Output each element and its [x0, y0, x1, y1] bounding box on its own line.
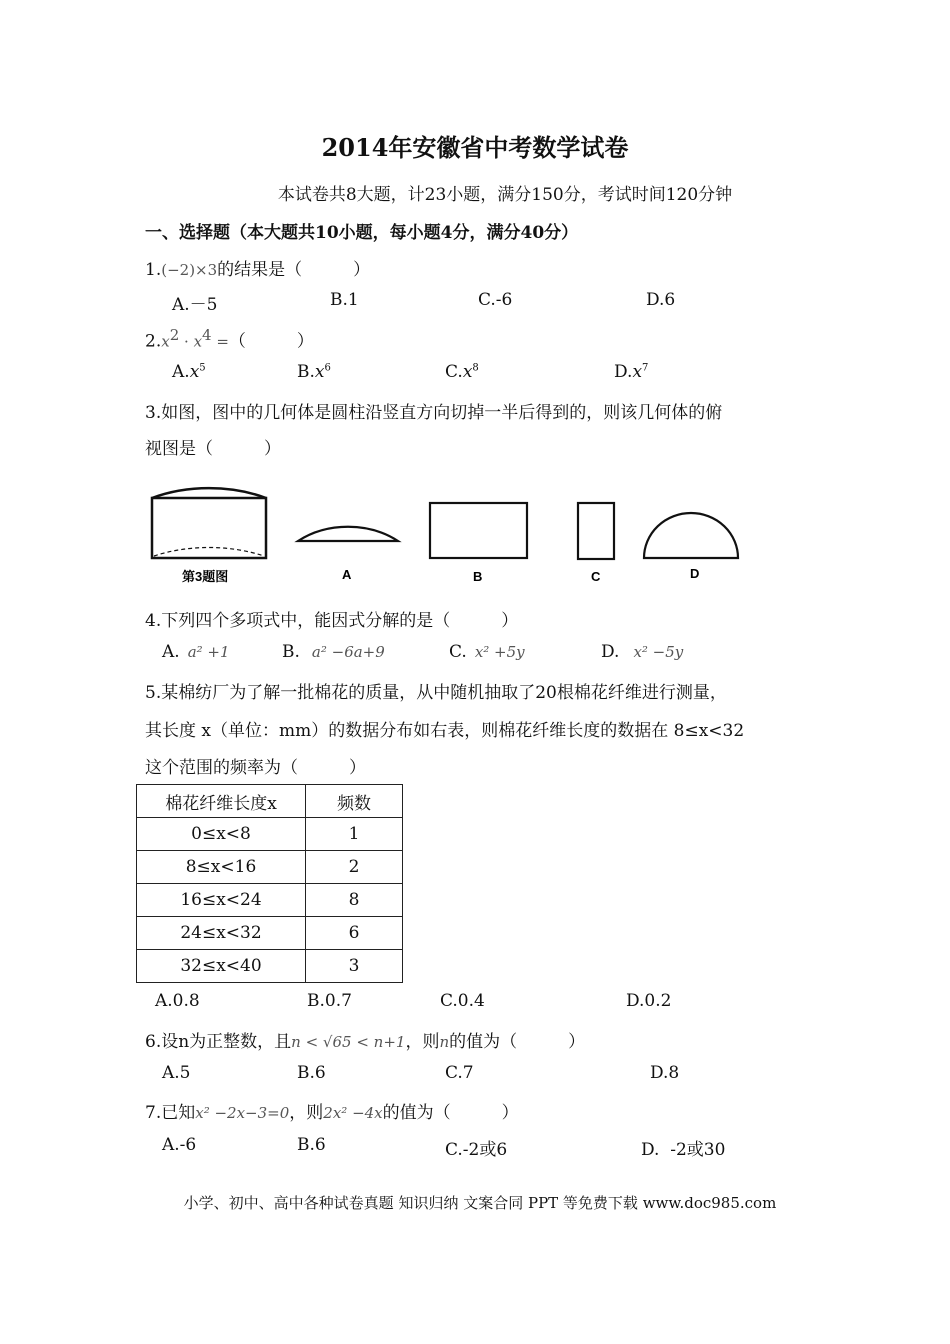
q1-option-d: D.6 [646, 290, 676, 310]
q5-option-b: B.0.7 [307, 991, 352, 1011]
q6-variable: n [439, 1033, 450, 1051]
q7-expression: 2x² −4x [323, 1104, 383, 1122]
table-row [137, 950, 403, 983]
question-1 [145, 255, 370, 280]
q2-number: 2. [145, 331, 162, 352]
question-7 [145, 1098, 519, 1123]
q6-expression: n < √65 < n+1 [291, 1033, 406, 1051]
table-row [137, 917, 403, 950]
q6-option-d: D.8 [650, 1063, 680, 1083]
q4-option-b: B. a² −6a+9 [282, 642, 385, 662]
q4-option-c: C. x² +5y [449, 642, 525, 662]
option-d-label: D [690, 566, 700, 581]
q5-option-c: C.0.4 [440, 991, 485, 1011]
q7-stem-mid: ，则 [289, 1103, 324, 1123]
table-cell: 8≤x<16 [137, 851, 306, 884]
q1-stem: 的结果是（ ） [217, 260, 371, 280]
frequency-table [136, 784, 403, 983]
table-row [137, 818, 403, 851]
q3-stem-line2: 视图是（ ） [145, 439, 281, 459]
option-c-label: C [591, 569, 601, 584]
table-cell: 0≤x<8 [137, 818, 306, 851]
question-6 [145, 1027, 585, 1052]
q7-option-c: C.-2或6 [445, 1140, 508, 1160]
option-d-shape [644, 513, 738, 558]
option-b-shape [430, 503, 527, 558]
q2-base1: x [161, 332, 170, 351]
option-a-shape [298, 527, 398, 541]
table-cell: 1 [306, 818, 403, 851]
q1-option-a: A.－5 [172, 295, 218, 315]
footer-link-text[interactable]: 小学、初中、高中各种试卷真题 知识归纳 文案合同 PPT 等免费下载 www.doc985.com [183, 1194, 777, 1212]
q2-option-b: $B.x^6$ [297, 362, 331, 382]
table-row [137, 884, 403, 917]
table-header: 频数 [306, 785, 403, 818]
q7-option-d: D. -2或30 [641, 1140, 726, 1160]
option-c-shape [578, 503, 614, 559]
q7-equation: x² −2x−3=0 [195, 1104, 290, 1122]
option-b-label: B [473, 569, 483, 584]
q5-option-d: D.0.2 [626, 991, 672, 1011]
question-2 [145, 326, 314, 352]
q2-option-d: $D.x^7$ [614, 362, 649, 382]
table-cell: 32≤x<40 [137, 950, 306, 983]
q2-option-a: $A.x^5$ [172, 362, 206, 382]
q2-option-c: $C.x^8$ [445, 362, 479, 382]
page-title: 2014年安徽省中考数学试卷 [321, 133, 629, 162]
q7-stem-start: 7.已知 [145, 1103, 196, 1123]
table-cell: 24≤x<32 [137, 917, 306, 950]
q6-option-a: A.5 [162, 1063, 191, 1083]
q2-equals: = [211, 332, 229, 351]
q7-option-b: B.6 [297, 1135, 326, 1155]
table-cell: 2 [306, 851, 403, 884]
q6-option-c: C.7 [445, 1063, 474, 1083]
q3-solid-figure [152, 488, 266, 558]
q5-option-a: A.0.8 [155, 991, 200, 1011]
table-cell: 8 [306, 884, 403, 917]
q5-stem-line3: 这个范围的频率为（ ） [145, 758, 366, 778]
q2-dot: · [179, 332, 194, 351]
q7-stem-end: 的值为（ ） [382, 1103, 519, 1123]
q1-option-b: B.1 [330, 290, 359, 310]
q1-option-c: C.-6 [478, 290, 513, 310]
option-a-label: A [342, 567, 352, 582]
table-header: 棉花纤维长度x [137, 785, 306, 818]
q6-stem-start: 6.设n为正整数，且 [145, 1032, 292, 1052]
table-header-row [137, 785, 403, 818]
q3-figure [140, 465, 760, 590]
table-cell: 6 [306, 917, 403, 950]
q2-exp2: 4 [202, 326, 212, 344]
section-heading: 一、选择题（本大题共10小题，每小题4分，满分40分） [145, 223, 579, 243]
q1-expression: (−2)×3 [161, 261, 218, 279]
q7-option-a: A.-6 [162, 1135, 197, 1155]
q4-stem: 4.下列四个多项式中，能因式分解的是（ ） [145, 611, 519, 631]
q4-option-a: A. a² +1 [162, 642, 230, 662]
table-cell: 3 [306, 950, 403, 983]
q5-stem-line2: 其长度 x（单位：mm）的数据分布如右表，则棉花纤维长度的数据在 8≤x<32 [145, 721, 745, 741]
q2-base2: x [193, 332, 203, 351]
q4-option-d: D. x² −5y [601, 642, 684, 662]
q3-figure-caption: 第3题图 [182, 569, 229, 584]
table-row [137, 851, 403, 884]
q5-stem-line1: 5.某棉纺厂为了解一批棉花的质量，从中随机抽取了20根棉花纤维进行测量， [145, 683, 727, 703]
q6-stem-mid: ，则 [405, 1032, 440, 1052]
q2-stem: （ ） [228, 331, 314, 352]
q3-stem-line1: 3.如图，图中的几何体是圆柱沿竖直方向切掉一半后得到的，则该几何体的俯 [145, 403, 723, 423]
q1-number: 1. [145, 260, 162, 280]
q6-option-b: B.6 [297, 1063, 326, 1083]
exam-info: 本试卷共8大题，计23小题，满分150分，考试时间120分钟 [277, 185, 733, 205]
q2-exp1: 2 [169, 326, 180, 344]
q6-stem-end: 的值为（ ） [449, 1032, 586, 1052]
table-cell: 16≤x<24 [137, 884, 306, 917]
